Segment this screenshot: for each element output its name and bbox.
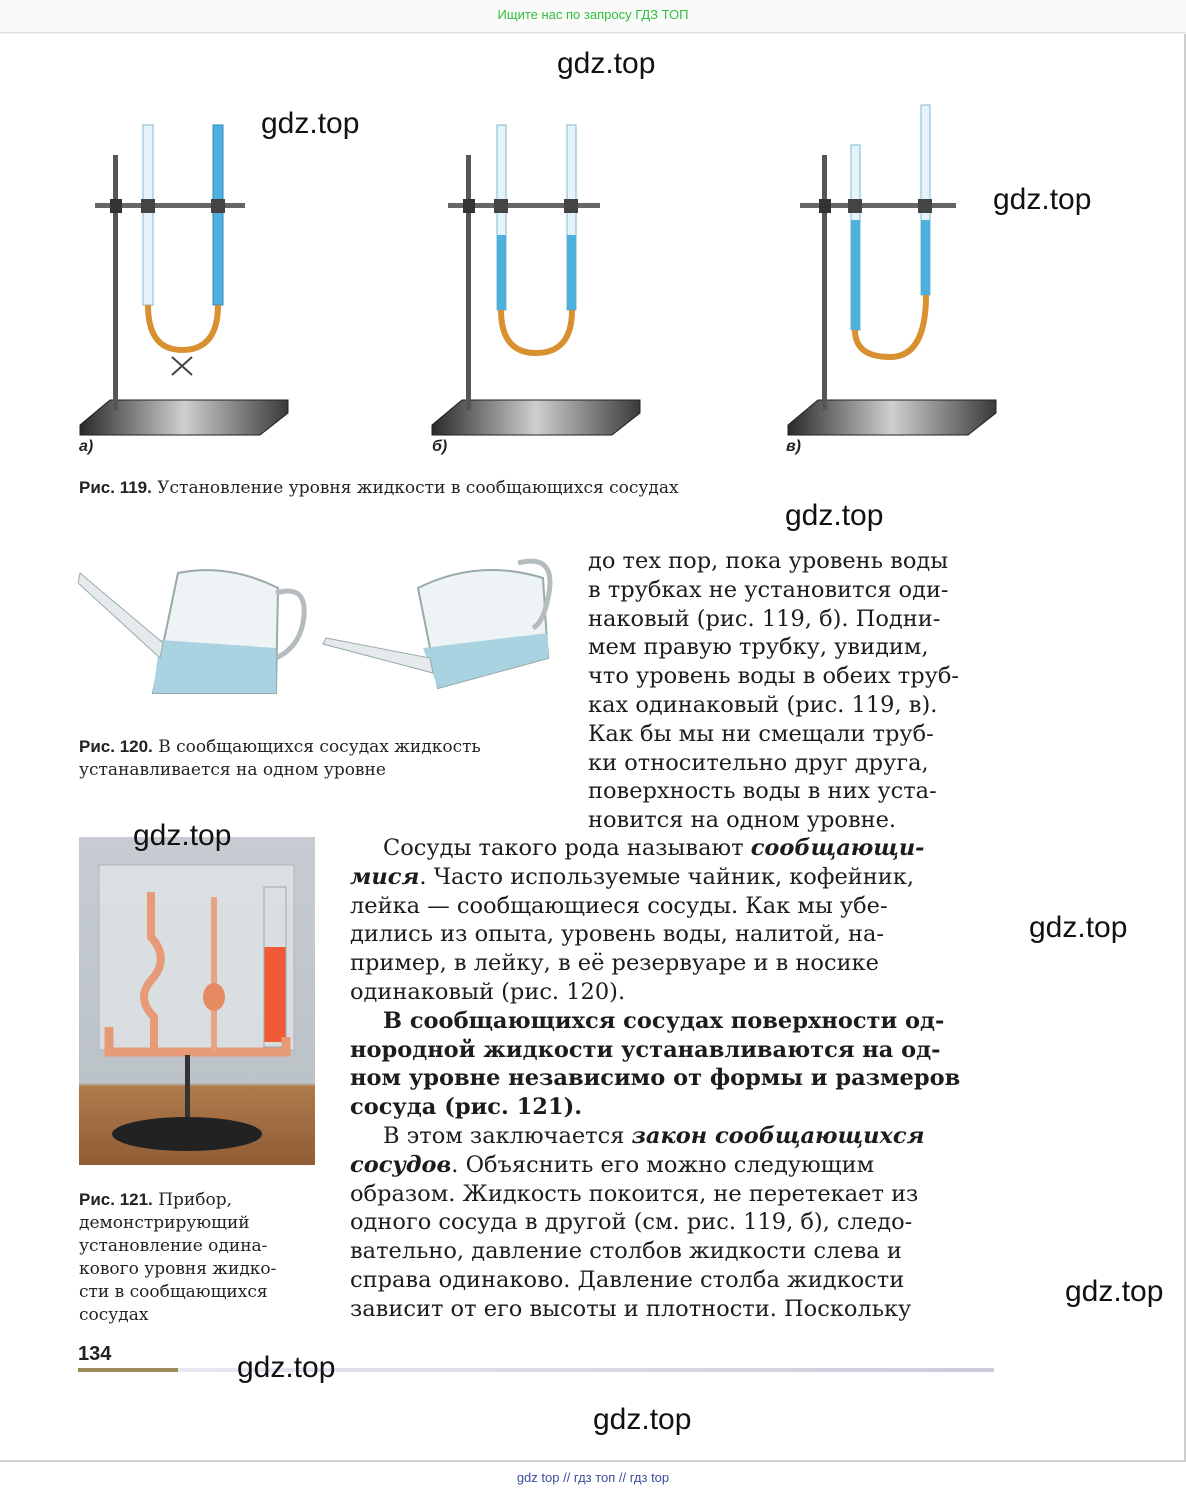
watermark: gdz.top (1065, 1275, 1164, 1308)
para4-line: зависит от его высоты и плотности. Поскольку (350, 1295, 912, 1322)
fig121-caption-number: Рис. 121. (79, 1190, 153, 1209)
fig121-caption-line: демонстрирующий (79, 1213, 250, 1233)
para2-line: лейка — сообщающиеся сосуды. Как мы убе- (350, 892, 888, 919)
footer-links[interactable] (0, 1462, 1186, 1496)
top-banner[interactable] (0, 0, 1186, 33)
figure-121-photo (79, 837, 315, 1165)
text-line: в трубках не установится оди- (588, 576, 949, 603)
rule-line: сосуда (рис. 121). (350, 1094, 583, 1121)
stand-a (80, 125, 288, 435)
stand-v (788, 105, 996, 435)
fig120-caption-line-2: устанавливается на одном уровне (79, 760, 386, 780)
fig120-caption-text-1: В сообщающихся сосудах жидкость (158, 737, 481, 757)
watermark: gdz.top (237, 1351, 336, 1384)
text-line: новится на одном уровне. (588, 807, 897, 834)
fig120-caption (79, 735, 559, 782)
para2-text: . Часто используемые чайник, кофейник, (419, 863, 914, 890)
figure-119-apparatus (70, 95, 1010, 450)
term-soobshchayushchimisya-end: мися (350, 863, 420, 890)
fig121-caption (79, 1188, 329, 1327)
text-line: ках одинаковый (рис. 119, в). (588, 691, 938, 718)
watering-can-left (78, 570, 304, 693)
para2-line (350, 863, 994, 892)
fig119-label-v: в) (786, 438, 801, 455)
para4-line: одного сосуда в другой (см. рис. 119, б), следо- (350, 1209, 913, 1236)
text-line: мем правую трубку, увидим, (588, 634, 929, 661)
rule-line: ном уровне независимо от формы и размеров (350, 1065, 961, 1092)
text-line: наковый (рис. 119, б). Подни- (588, 605, 941, 632)
figure-120-watering-cans (78, 548, 558, 718)
watermark: gdz.top (593, 1403, 692, 1436)
stand-b (432, 125, 640, 435)
page-rule-accent (78, 1368, 178, 1372)
fig119-caption-number: Рис. 119. (79, 478, 152, 497)
para4-text: . Объяснить его можно следующим (451, 1151, 875, 1178)
fig121-caption-line: сосудах (79, 1305, 149, 1325)
watermark: gdz.top (261, 107, 360, 140)
fig121-caption-line: установление одина- (79, 1236, 268, 1256)
text-line: ки относительно друг друга, (588, 749, 929, 776)
text-line: до тех пор, пока уровень воды (588, 548, 949, 574)
fig119-label-b: б) (432, 438, 448, 455)
watermark: gdz.top (993, 183, 1092, 216)
fig119-caption-text: Установление уровня жидкости в сообщающихся сосудах (157, 478, 679, 498)
watering-can-right (323, 561, 550, 688)
para2-line: одинаковый (рис. 120). (350, 978, 626, 1005)
fig121-caption-line: кового уровня жидко- (79, 1259, 277, 1279)
fig119-label-a: а) (79, 438, 94, 455)
term-soobshchayushchimisya: сообщающи- (750, 835, 925, 861)
main-text (350, 834, 994, 1324)
para2-line: дились из опыта, уровень воды, налитой, на- (350, 921, 885, 948)
watermark: gdz.top (557, 47, 656, 80)
fig121-caption-text-1: Прибор, (158, 1190, 232, 1210)
page-number: 134 (78, 1343, 112, 1365)
term-zakon: закон сообщающихся (631, 1122, 925, 1149)
watermark: gdz.top (133, 819, 232, 852)
fig121-caption-line: сти в сообщающихся (79, 1282, 268, 1302)
watermark: gdz.top (1029, 911, 1128, 944)
top-banner-text[interactable]: Ищите нас по запросу ГДЗ ТОП (497, 7, 689, 22)
fig121-caption-line-1 (79, 1188, 329, 1212)
text-line: поверхность воды в них уста- (588, 778, 937, 805)
para4-text: В этом заключается (383, 1122, 632, 1149)
fig120-caption-line-1 (79, 735, 559, 759)
para4-line (350, 1122, 994, 1151)
para2-line (350, 834, 994, 863)
para4-line (350, 1151, 994, 1180)
para4-line: справа одинаково. Давление столба жидкости (350, 1266, 905, 1293)
para2-line: пример, в лейку, в её резервуаре и в носике (350, 950, 879, 977)
text-line: Как бы мы ни смещали труб- (588, 720, 934, 747)
right-column-text (588, 547, 994, 835)
para4-line: образом. Жидкость покоится, не перетекает из (350, 1180, 919, 1207)
fig120-caption-number: Рис. 120. (79, 737, 153, 756)
rule-line: нородной жидкости устанавливаются на од- (350, 1036, 941, 1063)
watermark: gdz.top (785, 499, 884, 532)
fig119-caption (79, 476, 979, 500)
para2-text: Сосуды такого рода называют (383, 835, 751, 861)
text-line: что уровень воды в обеих труб- (588, 663, 960, 690)
para4-line: вательно, давление столбов жидкости слева и (350, 1238, 902, 1265)
term-sosudov: сосудов (350, 1151, 452, 1178)
rule-line: В сообщающихся сосудах поверхности од- (383, 1007, 945, 1034)
footer-text[interactable]: gdz top // гдз топ // гдз top (516, 1470, 670, 1485)
